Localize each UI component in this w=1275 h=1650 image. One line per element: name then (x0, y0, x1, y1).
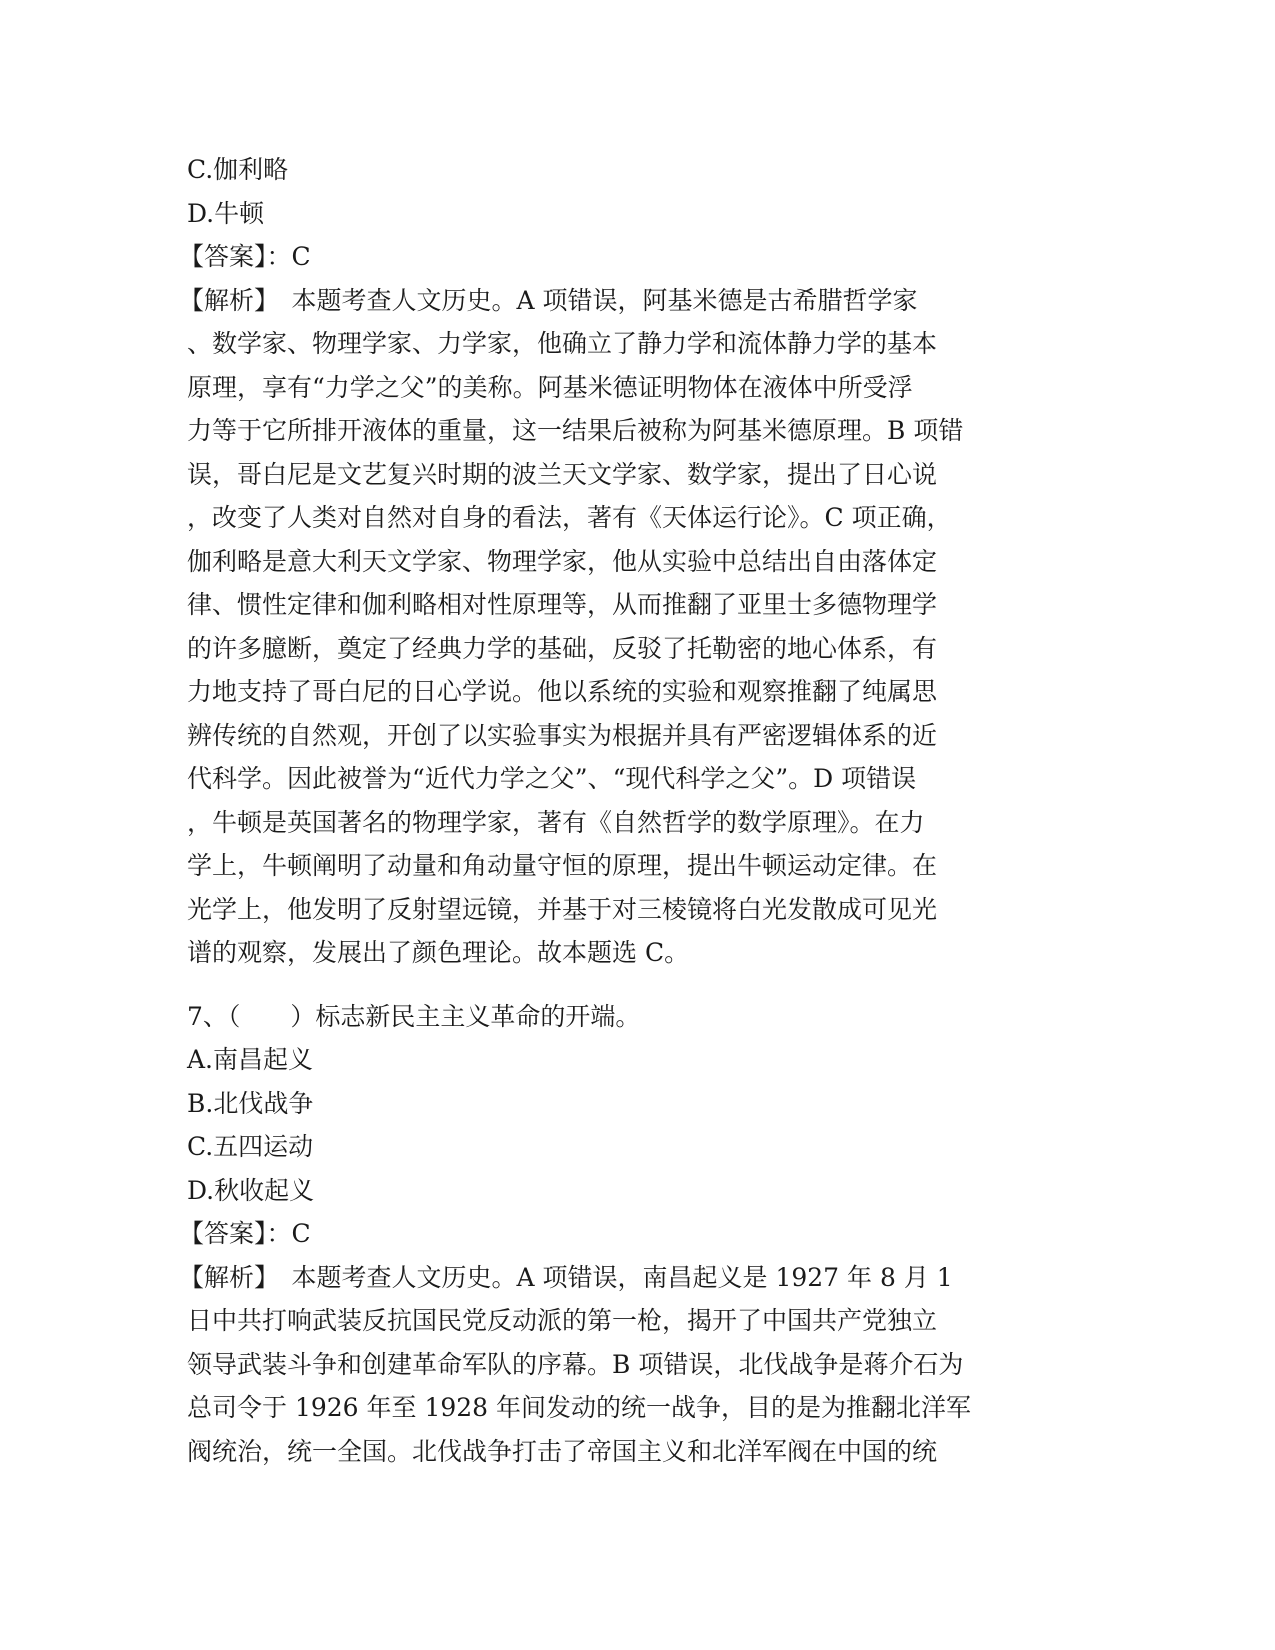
option-c: C.伽利略 (187, 155, 289, 184)
analysis-line: 、数学家、物理学家、力学家，他确立了静力学和流体静力学的基本 (187, 329, 938, 358)
analysis-line: 光学上，他发明了反射望远镜，并基于对三棱镜将白光发散成可见光 (187, 894, 938, 924)
question-6-tail (179, 148, 1087, 975)
option-d: D.秋收起义 (187, 1175, 315, 1205)
analysis-line: 力地支持了哥白尼的日心学说。他以系统的实验和观察推翻了纯属思 (187, 677, 938, 706)
analysis-line: 【解析】 本题考查人文历史。A 项错误，南昌起义是 1927 年 8 月 1 (179, 1262, 953, 1292)
analysis-line: 的许多臆断，奠定了经典力学的基础，反驳了托勒密的地心体系，有 (187, 633, 938, 663)
analysis-line: 谱的观察，发展出了颜色理论。故本题选 C。 (187, 938, 690, 967)
option-d: D.牛顿 (187, 198, 265, 228)
option-c: C.五四运动 (187, 1132, 314, 1161)
analysis-line: 原理，享有“力学之父”的美称。阿基米德证明物体在液体中所受浮 (187, 372, 913, 402)
analysis-line: 误，哥白尼是文艺复兴时期的波兰天文学家、数学家，提出了日心说 (187, 459, 938, 489)
analysis-line: ，改变了人类对自然对自身的看法，著有《天体运行论》。C 项正确， (187, 503, 952, 532)
question-spacer (187, 975, 1087, 995)
answer-line: 【答案】：C (179, 242, 311, 271)
analysis-line: 律、惯性定律和伽利略相对性原理等，从而推翻了亚里士多德物理学 (187, 590, 938, 619)
document-content (179, 148, 1087, 1473)
analysis-line: 力等于它所排开液体的重量，这一结果后被称为阿基米德原理。B 项错 (187, 416, 964, 445)
analysis-line: 领导武装斗争和创建革命军队的序幕。B 项错误，北伐战争是蒋介石为 (187, 1349, 964, 1379)
question-7 (179, 995, 1087, 1474)
question-stem: 7、（ ）标志新民主主义革命的开端。 (187, 1001, 641, 1031)
analysis-line: 辨传统的自然观，开创了以实验事实为根据并具有严密逻辑体系的近 (187, 720, 938, 750)
analysis-line: 学上，牛顿阐明了动量和角动量守恒的原理，提出牛顿运动定律。在 (187, 851, 938, 880)
analysis-line: 【解析】 本题考查人文历史。A 项错误，阿基米德是古希腊哲学家 (179, 285, 918, 315)
analysis-line: 日中共打响武装反抗国民党反动派的第一枪，揭开了中国共产党独立 (187, 1306, 938, 1335)
analysis-line: ，牛顿是英国著名的物理学家，著有《自然哲学的数学原理》。在力 (187, 807, 925, 837)
analysis-line: 总司令于 1926 年至 1928 年间发动的统一战争，目的是为推翻北洋军 (187, 1393, 972, 1422)
analysis-line: 阀统治，统一全国。北伐战争打击了帝国主义和北洋军阀在中国的统 (187, 1436, 938, 1466)
option-b: B.北伐战争 (187, 1088, 314, 1118)
analysis-line: 代科学。因此被誉为“近代力学之父”、“现代科学之父”。D 项错误 (187, 764, 917, 793)
analysis-block (179, 1256, 1087, 1474)
answer-line: 【答案】：C (179, 1219, 311, 1248)
analysis-block (179, 279, 1087, 975)
analysis-line: 伽利略是意大利天文学家、物理学家，他从实验中总结出自由落体定 (187, 546, 938, 576)
option-a: A.南昌起义 (187, 1045, 314, 1074)
